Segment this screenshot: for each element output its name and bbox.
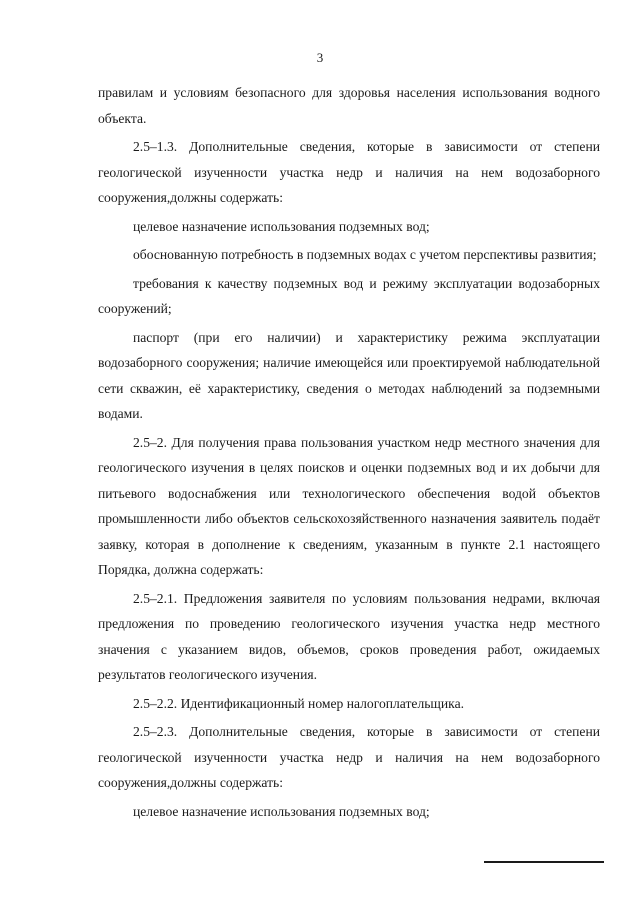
paragraph-continuation: правилам и условиям безопасного для здоровья населения использования водного объекта. <box>98 85 600 126</box>
footer-rule <box>484 861 604 863</box>
paragraph-clause-2-5-1-3: 2.5–1.3. Дополнительные сведения, которые в зависимости от степени геологической изученности участка недр и наличия на нем водозаборного сооружения,должны содержать: <box>98 139 600 205</box>
document-body <box>98 80 600 827</box>
paragraph-clause-2-5-2: 2.5–2. Для получения права пользования участком недр местного значения для геологического изучения в целях поисков и оценки подземных вод и их добычи для питьевого водоснабжения или технологического обеспечения водой объектов промышленности либо объектов сельскохозяйственного назначения заявитель подаёт заявку, которая в дополнение к сведениям, указанным в пункте 2.1 настоящего Порядка, должна содержать: <box>98 434 600 577</box>
list-item-purpose: целевое назначение использования подземных вод; <box>133 218 430 234</box>
list-item-requirements: требования к качеству подземных вод и режиму эксплуатации водозаборных сооружений; <box>98 275 600 316</box>
list-item-need: обоснованную потребность в подземных водах с учетом перспективы развития; <box>133 247 597 262</box>
paragraph-clause-2-5-2-1: 2.5–2.1. Предложения заявителя по условиям пользования недрами, включая предложения по проведению геологического изучения участка недр местного значения с указанием видов, объемов, сроков проведения работ, ожидаемых результатов геологического изучения. <box>98 590 600 682</box>
paragraph-clause-2-5-2-2: 2.5–2.2. Идентификационный номер налогоплательщика. <box>133 695 465 711</box>
list-item-passport: паспорт (при его наличии) и характеристику режима эксплуатации водозаборного сооружения; наличие имеющейся или проектируемой наблюдательной сети скважин, её характеристику, сведения о методах наблюдений за подземными водами. <box>98 329 600 421</box>
page-number: 3 <box>316 50 324 65</box>
paragraph-clause-2-5-2-3: 2.5–2.3. Дополнительные сведения, которые в зависимости от степени геологической изученности участка недр и наличия на нем водозаборного сооружения,должны содержать: <box>98 724 600 790</box>
list-item-purpose-2: целевое назначение использования подземных вод; <box>133 803 430 819</box>
